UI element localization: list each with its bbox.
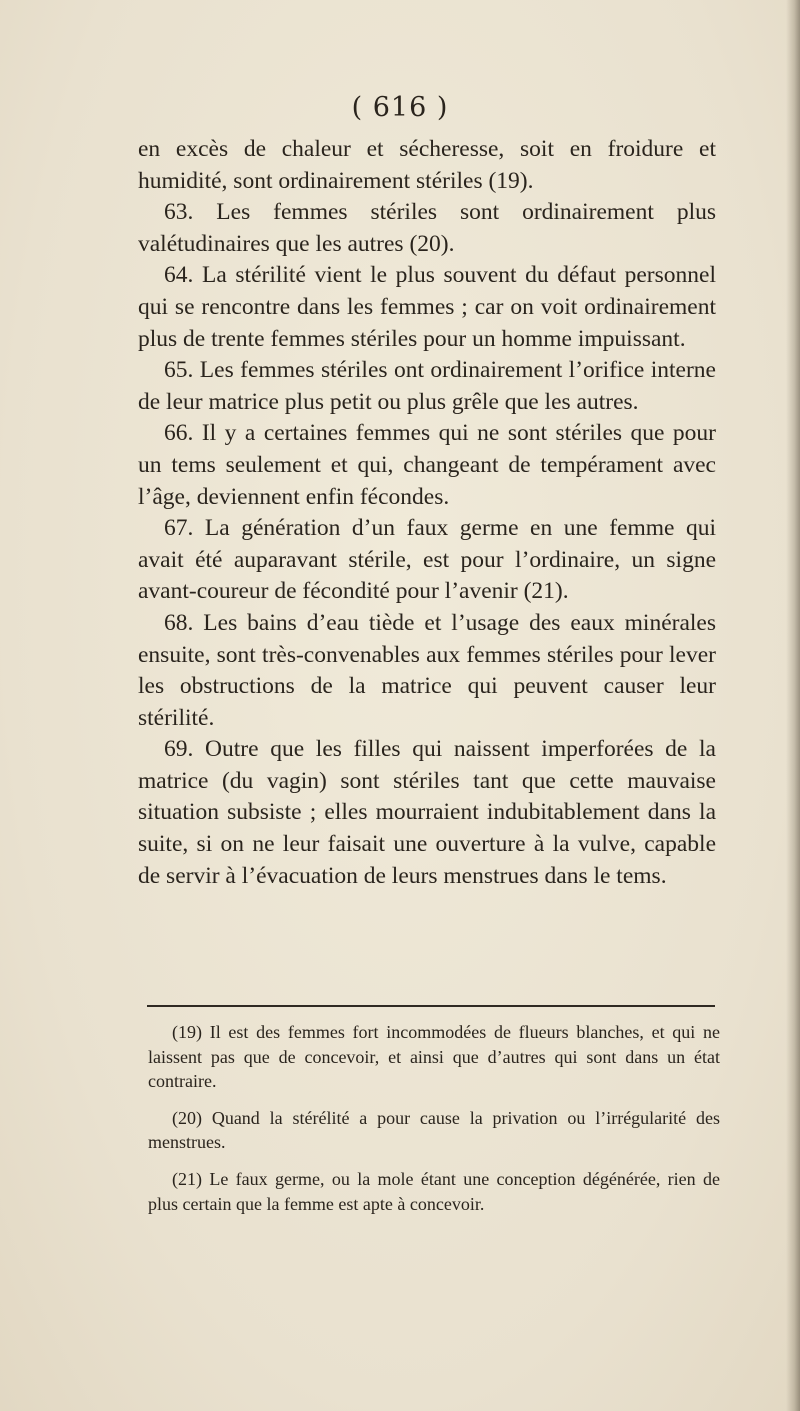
- paragraph-63: 63. Les femmes stériles sont ordinairement plus valétudinaires que les autres (20).: [138, 199, 716, 257]
- paragraph-64: 64. La stérilité vient le plus souvent du défaut personnel qui se rencontre dans les femmes ; car on voit ordinairement plus de trente femmes stériles pour un homme impuissant.: [138, 262, 716, 352]
- page-number-header: ( 616 ): [351, 92, 449, 123]
- paragraph-66: 66. Il y a certaines femmes qui ne sont stériles que pour un tems seulement et qui, changeant de tempérament avec l’âge, deviennent enfin fécondes.: [138, 420, 716, 510]
- paragraph-65: 65. Les femmes stériles ont ordinairement l’orifice interne de leur matrice plus petit ou plus grêle que les autres.: [138, 357, 716, 415]
- paragraph-68: 68. Les bains d’eau tiède et l’usage des eaux minérales ensuite, sont très-convenables aux femmes stériles pour lever les obstructions de la matrice qui peuvent causer leur stérilité.: [138, 609, 716, 731]
- footnote-19: (19) Il est des femmes fort incommodées de flueurs blanches, et qui ne laissent pas que de concevoir, et ainsi que d’autres qui sont dans un état contraire.: [148, 1022, 720, 1092]
- page-edge-shadow: [786, 0, 800, 1411]
- footnote-20: (20) Quand la stérélité a pour cause la privation ou l’irrégularité des menstrues.: [148, 1107, 720, 1153]
- footnote-21: (21) Le faux germe, ou la mole étant une conception dégénérée, rien de plus certain que la femme est apte à concevoir.: [148, 1168, 720, 1214]
- footnotes: [148, 1020, 720, 1228]
- footnote-separator-rule: [147, 1005, 715, 1007]
- paragraph-67: 67. La génération d’un faux germe en une femme qui avait été auparavant stérile, est pour l’ordinaire, un signe avant-coureur de fécondité pour l’avenir (21).: [138, 515, 716, 605]
- paragraph-continued: en excès de chaleur et sécheresse, soit en froidure et humidité, sont ordinairement stériles (19).: [138, 136, 716, 194]
- paragraph-69: 69. Outre que les filles qui naissent imperforées de la matrice (du vagin) sont stériles tant que cette mauvaise situation subsiste ; elles mourraient indubitablement dans la suite, si on ne leur faisait une ouverture à la vulve, capable de servir à l’évacuation de leurs menstrues dans le tems.: [138, 736, 716, 889]
- main-text: [138, 134, 716, 892]
